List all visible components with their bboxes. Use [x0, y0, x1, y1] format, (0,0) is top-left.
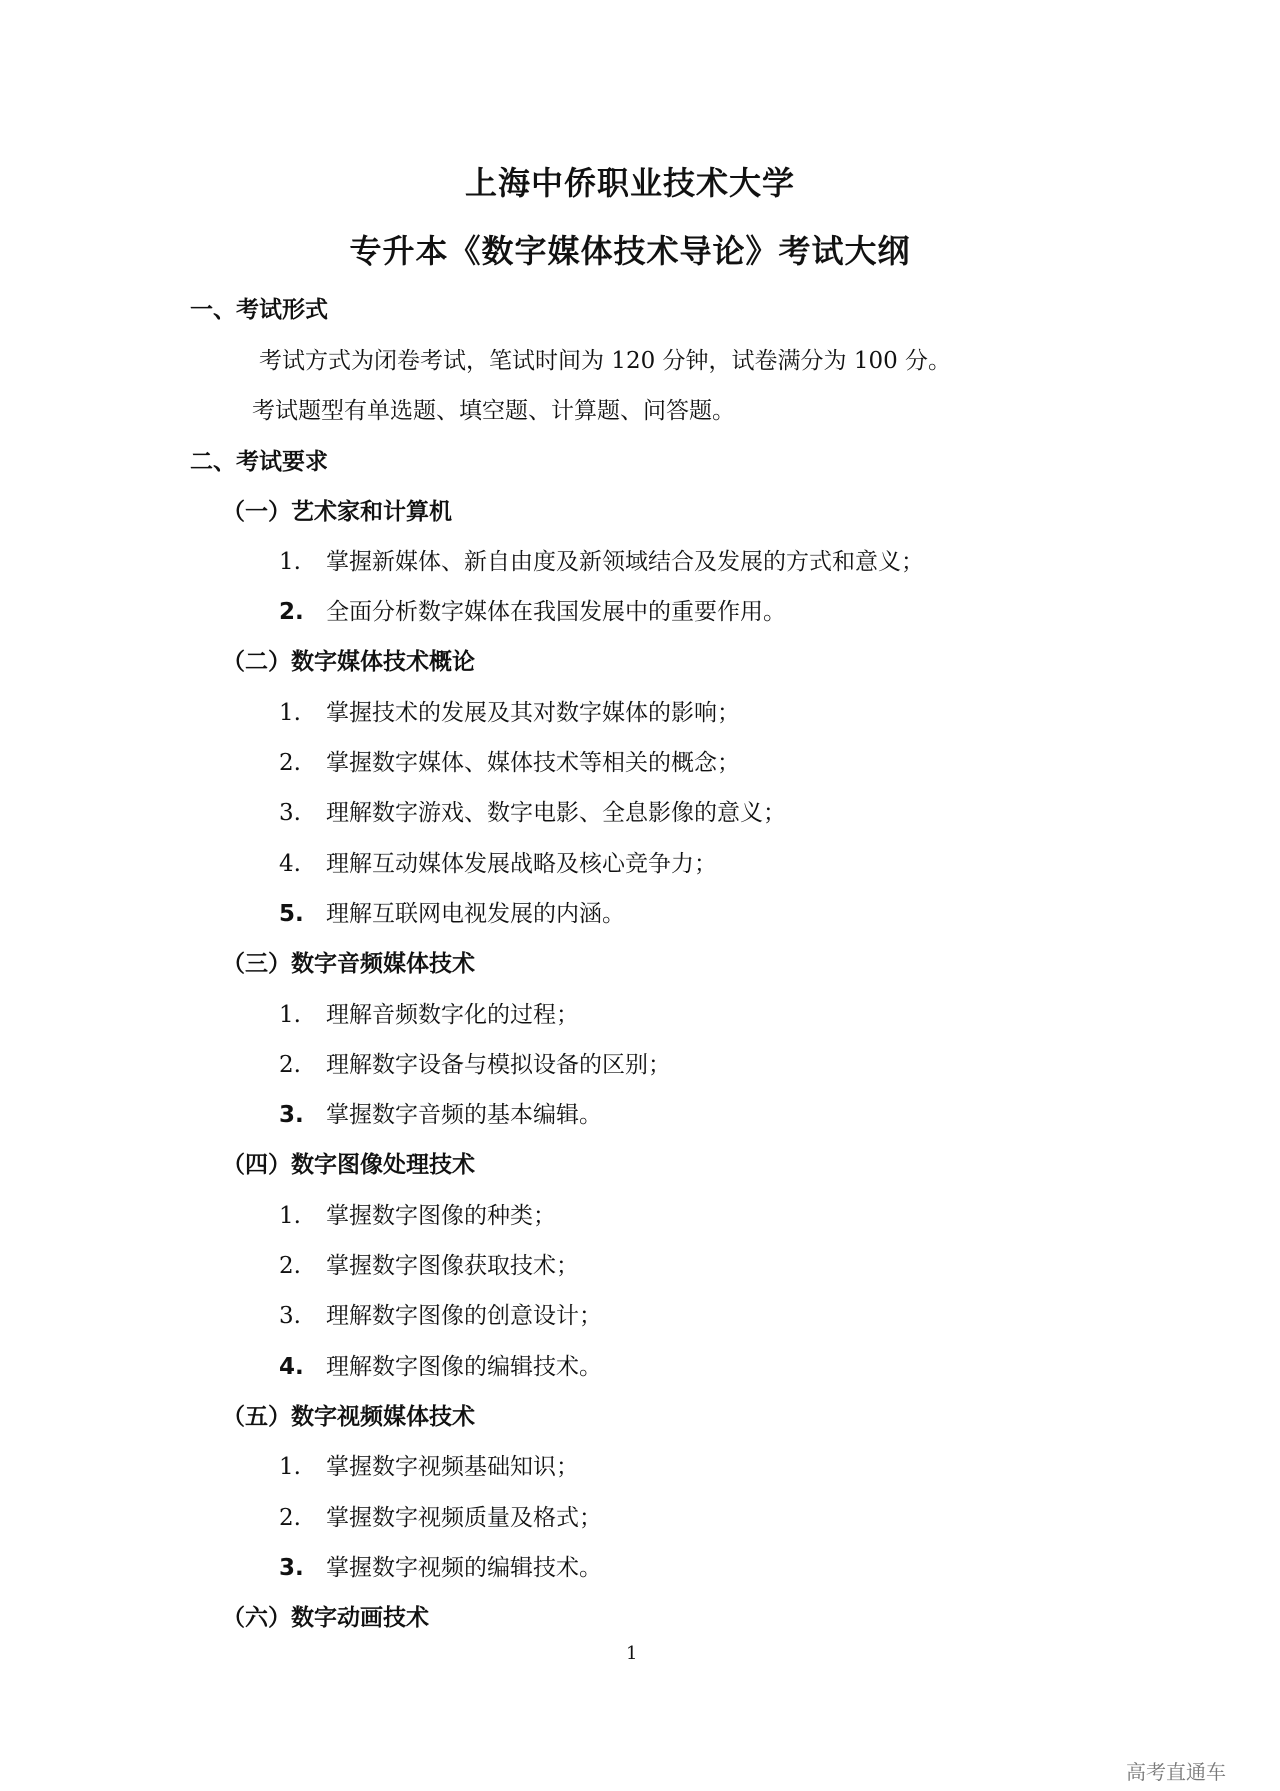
subsection-heading-3: （三）数字音频媒体技术 — [222, 951, 475, 977]
list-item: 3. 掌握数字视频的编辑技术。 — [279, 1555, 602, 1581]
list-item: 1. 掌握数字视频基础知识； — [279, 1454, 579, 1480]
subsection-heading-5: （五）数字视频媒体技术 — [222, 1404, 475, 1430]
exam-format-paragraph-2: 考试题型有单选题、填空题、计算题、问答题。 — [252, 398, 735, 424]
list-item: 2. 掌握数字视频质量及格式； — [279, 1505, 602, 1531]
list-item: 1. 掌握新媒体、新自由度及新领域结合及发展的方式和意义； — [279, 549, 924, 575]
exam-format-paragraph-1: 考试方式为闭卷考试，笔试时间为 120 分钟，试卷满分为 100 分。 — [259, 348, 952, 374]
list-item: 5. 理解互联网电视发展的内涵。 — [279, 901, 625, 927]
university-title: 上海中侨职业技术大学 — [464, 164, 795, 202]
syllabus-title: 专升本《数字媒体技术导论》考试大纲 — [349, 232, 911, 270]
list-item: 1. 理解音频数字化的过程； — [279, 1002, 579, 1028]
site-watermark: 高考直通车 — [1126, 1760, 1226, 1784]
list-item: 2. 掌握数字媒体、媒体技术等相关的概念； — [279, 750, 740, 776]
list-item: 2. 理解数字设备与模拟设备的区别； — [279, 1052, 671, 1078]
list-item: 3. 理解数字图像的创意设计； — [279, 1303, 602, 1329]
section-heading-exam-requirements: 二、考试要求 — [190, 449, 328, 475]
subsection-heading-6: （六）数字动画技术 — [222, 1605, 429, 1631]
subsection-heading-4: （四）数字图像处理技术 — [222, 1152, 475, 1178]
subsection-heading-1: （一）艺术家和计算机 — [222, 499, 452, 525]
list-item: 2. 掌握数字图像获取技术； — [279, 1253, 579, 1279]
list-item: 1. 掌握数字图像的种类； — [279, 1203, 556, 1229]
section-heading-exam-format: 一、考试形式 — [190, 297, 328, 323]
list-item: 4. 理解数字图像的编辑技术。 — [279, 1354, 602, 1380]
page-number: 1 — [626, 1643, 638, 1664]
list-item: 3. 掌握数字音频的基本编辑。 — [279, 1102, 602, 1128]
list-item: 4. 理解互动媒体发展战略及核心竞争力； — [279, 851, 717, 877]
list-item: 3. 理解数字游戏、数字电影、全息影像的意义； — [279, 800, 786, 826]
list-item: 1. 掌握技术的发展及其对数字媒体的影响； — [279, 700, 740, 726]
subsection-heading-2: （二）数字媒体技术概论 — [222, 649, 475, 675]
list-item: 2. 全面分析数字媒体在我国发展中的重要作用。 — [279, 599, 786, 625]
